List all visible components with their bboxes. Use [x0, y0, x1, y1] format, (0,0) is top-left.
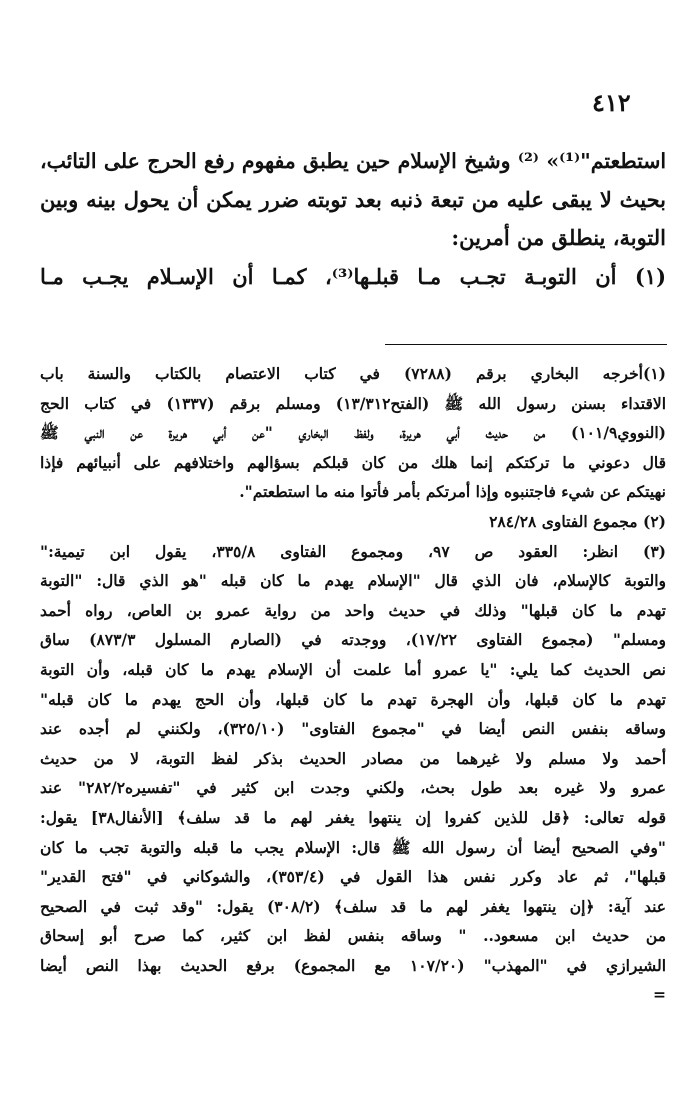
footnote-line: تهدم ما كان قبلها، وأن الهجرة تهدم ما كان قبلها، وأن الحج يهدم ما كان قبله" — [40, 689, 666, 709]
main-body-text — [40, 142, 666, 296]
footnote-line: وساقه بنفس النص أيضا في "مجموع الفتاوى" (٣٢٥/١٠)، ولكنني لم أجده عند — [40, 719, 666, 739]
footnote-line: عند آية: ﴿إن ينتهوا يغفر لهم ما قد سلف﴾ (٣٠٨/٢) يقول: "وقد ثبت في الصحيح — [40, 896, 666, 916]
footnote-line: الاقتداء بسنن رسول الله ﷺ (الفتح١٣/٣١٢) ومسلم برقم (١٣٣٧) في كتاب الحج — [40, 393, 666, 413]
continuation-mark: = — [653, 985, 666, 1005]
footnote-line: قبلها"، ثم عاد وكرر نفس هذا القول في (٣٥٣/٤)، والشوكاني في "فتح القدير" — [40, 867, 666, 887]
footnote-line: قوله تعالى: ﴿قل للذين كفروا إن ينتهوا يغفر لهم ما قد سلف﴾ [الأنفال٣٨] يقول: — [40, 807, 666, 827]
footnote-line: أحمد ولا مسلم ولا غيرهما من مصادر الحديث بذكر لفظ التوبة، لا من حديث — [40, 748, 666, 768]
footnote-divider — [385, 344, 667, 345]
footnote-line: "وفي الصحيح أيضا أن رسول الله ﷺ قال: الإسلام يجب ما قبله والتوبة تجب ما كان — [40, 837, 666, 857]
footnote-line: (٣) انظر: العقود ص ٩٧، ومجموع الفتاوى ٣٣٥/٨، يقول ابن تيمية:" — [40, 541, 666, 561]
footnote-line: ومسلم" (مجموع الفتاوى ١٧/٢٢)، ووجدته في (الصارم المسلول ٨٧٣/٣) ساق — [40, 630, 666, 650]
footnote-line: نهيتكم عن شيء فاجتنبوه وإذا أمرتكم بأمر فأتوا منه ما استطعتم". — [239, 482, 666, 502]
footnote-line: الشيرازي في "المهذب" (١٠٧/٢٠ مع المجموع) برفع الحديث بهذا النص أيضا — [40, 955, 666, 975]
footnote-line: (٢) مجموع الفتاوى ٢٨٤/٢٨ — [489, 511, 666, 531]
page-number: ٤١٢ — [592, 88, 631, 117]
footnote-line: عمرو ولا غيره بعد طول بحث، ولكني وجدت ابن كثير في "تفسيره٢٨٢/٢" عند — [40, 778, 666, 798]
footnote-line: تهدم ما كان قبلها" وذلك في حديث واحد من رواية عمرو بن العاص، رواه أحمد — [40, 600, 666, 620]
body-line: (١) أن التوبـة تجـب مـا قبلـها⁽³⁾، كمـا أن الإسـلام يجـب مـا — [40, 263, 666, 289]
footnote-line: (النووي١٠١/٩) من حديث أبي هريرة، ولفظ البخاري "عن أبي هريرة عن النبي ﷺ — [40, 423, 666, 443]
footnote-line: والتوبة كالإسلام، فان الذي قال "الإسلام يهدم ما كان قبله "هو الذي قال: "التوبة — [40, 571, 666, 591]
body-line: استطعتم"⁽¹⁾» ⁽²⁾ وشيخ الإسلام حين يطبق مفهوم رفع الحرج على التائب، — [40, 149, 666, 173]
body-line: التوبة، ينطلق من أمرين: — [451, 225, 666, 250]
body-line: بحيث لا يبقى عليه من تبعة ذنبه بعد توبته ضرر يمكن أن يحول بينه وبين — [40, 186, 666, 212]
footnotes — [40, 359, 666, 1010]
footnote-line: من حديث ابن مسعود.. " وساقه بنفس لفظ ابن كثير، كما صرح أبو إسحاق — [40, 926, 666, 946]
footnote-line: نص الحديث كما يلي: "يا عمرو أما علمت أن الإسلام يهدم ما كان قبله، وأن التوبة — [40, 659, 666, 679]
footnote-line: (١)أخرجه البخاري برقم (٧٢٨٨) في كتاب الاعتصام بالكتاب والسنة باب — [40, 364, 666, 383]
footnote-line: قال دعوني ما تركتكم إنما هلك من كان قبلكم بسؤالهم واختلافهم على أنبيائهم فإذا — [40, 452, 666, 472]
